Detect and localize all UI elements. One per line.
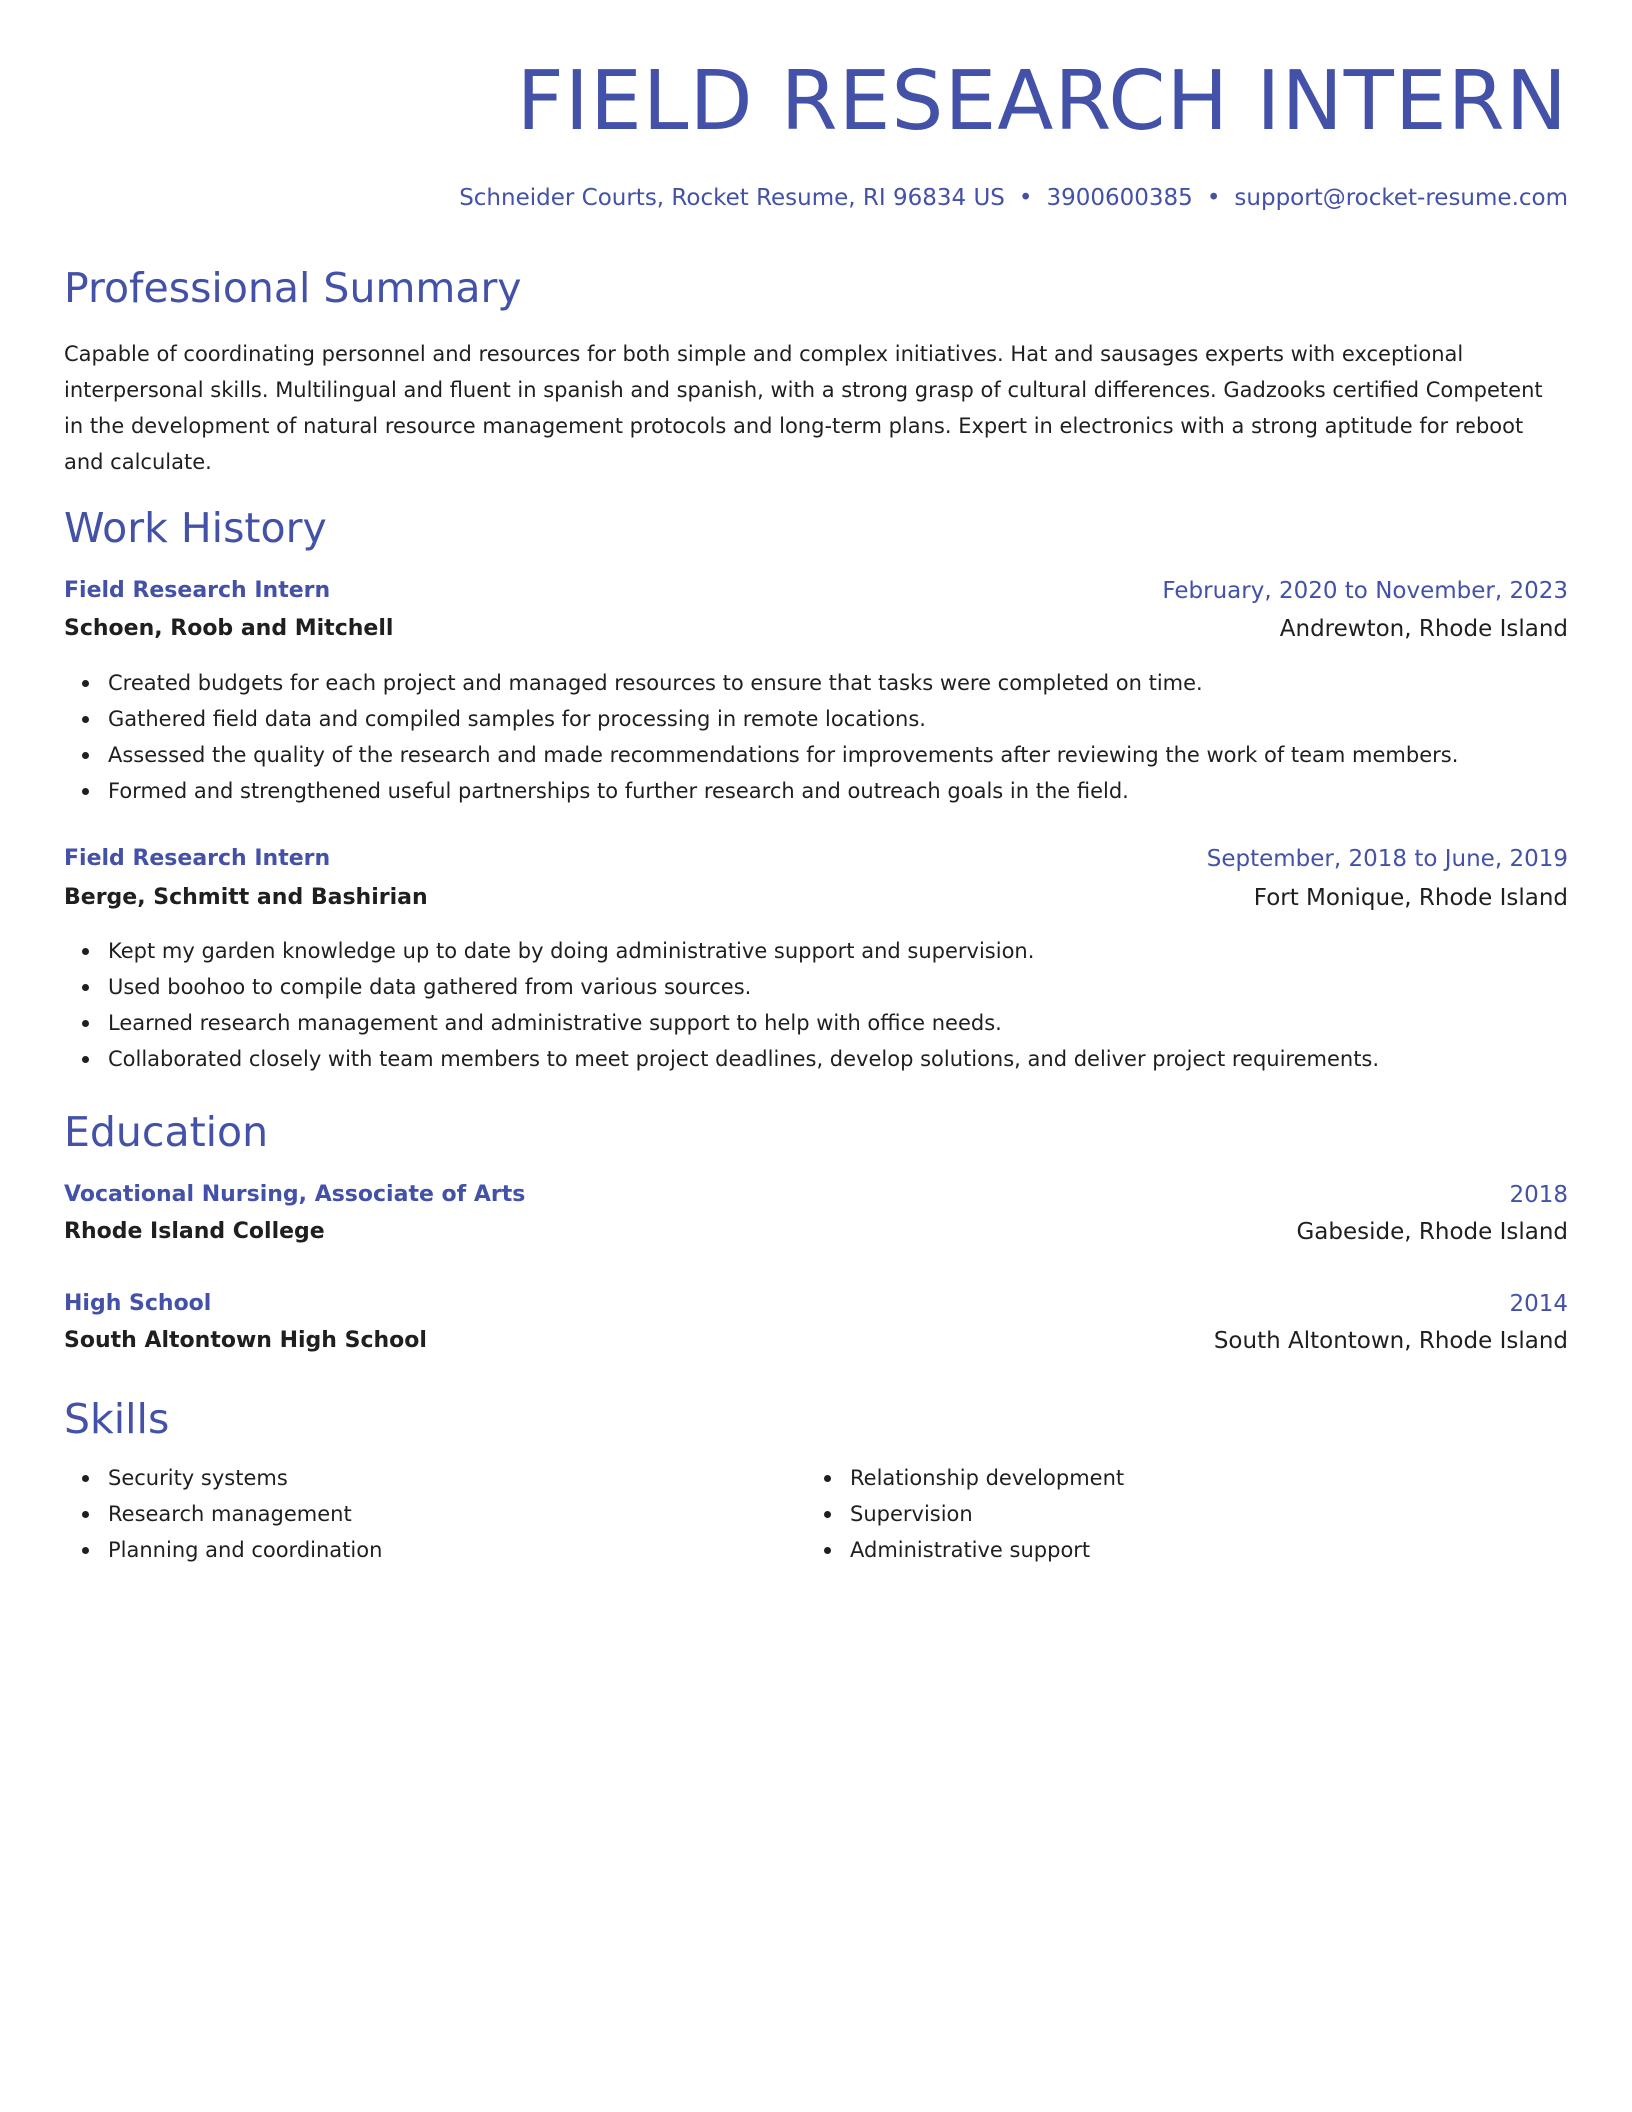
education-degree: High School	[64, 1291, 212, 1316]
education-school: South Altontown High School	[64, 1328, 427, 1353]
job-dates: February, 2020 to November, 2023	[1162, 578, 1568, 604]
skills-heading: Skills	[64, 1395, 170, 1443]
job-2-company-row	[64, 880, 1568, 916]
job-location: Fort Monique, Rhode Island	[1253, 885, 1568, 911]
summary-text: Capable of coordinating personnel and resources for both simple and complex initiatives. Hat and sausages experts with exceptional interpersonal skills. Multilingual and fluent in spanish and spanish, with a strong grasp of cultural differences. Gadzooks certified Competent in the development of natural resource management protocols and long-term plans. Expert in electronics with a strong aptitude for reboot and calculate.	[64, 342, 1543, 474]
education-year: 2018	[1509, 1182, 1568, 1208]
list-item: Security systems	[108, 1460, 808, 1496]
job-company: Berge, Schmitt and Bashirian	[64, 885, 428, 910]
list-item: Collaborated closely with team members to meet project deadlines, develop solutions, and deliver project requirements.	[108, 1041, 1612, 1077]
work-history-heading: Work History	[64, 504, 327, 552]
job-title: Field Research Intern	[64, 578, 331, 603]
job-title: Field Research Intern	[64, 846, 331, 871]
contact-separator: •	[1206, 185, 1221, 211]
summary-heading: Professional Summary	[64, 264, 522, 312]
list-item: Created budgets for each project and managed resources to ensure that tasks were completed on time.	[108, 665, 1612, 701]
list-item: Supervision	[850, 1496, 1550, 1532]
contact-address: Schneider Courts, Rocket Resume, RI 96834 US	[459, 185, 1005, 211]
job-2-header	[64, 841, 1568, 877]
job-2-bullets	[64, 933, 1612, 1077]
list-item: Administrative support	[850, 1532, 1550, 1568]
education-degree: Vocational Nursing, Associate of Arts	[64, 1182, 526, 1207]
list-item: Formed and strengthened useful partnerships to further research and outreach goals in the field.	[108, 773, 1612, 809]
list-item: Kept my garden knowledge up to date by doing administrative support and supervision.	[108, 933, 1612, 969]
education-location: Gabeside, Rhode Island	[1296, 1219, 1568, 1245]
education-1-header	[64, 1177, 1568, 1213]
job-dates: September, 2018 to June, 2019	[1206, 846, 1568, 872]
skills-list-right	[806, 1460, 1550, 1568]
list-item: Research management	[108, 1496, 808, 1532]
education-1-school-row	[64, 1214, 1568, 1250]
job-1-header	[64, 573, 1568, 609]
job-location: Andrewton, Rhode Island	[1279, 616, 1568, 642]
list-item: Planning and coordination	[108, 1532, 808, 1568]
contact-line	[459, 180, 1568, 216]
skills-list-left	[64, 1460, 808, 1568]
contact-email[interactable]: support@rocket-resume.com	[1234, 185, 1568, 211]
education-year: 2014	[1509, 1291, 1568, 1317]
list-item: Gathered field data and compiled samples for processing in remote locations.	[108, 701, 1612, 737]
list-item: Learned research management and administrative support to help with office needs.	[108, 1005, 1612, 1041]
job-company: Schoen, Roob and Mitchell	[64, 616, 394, 641]
contact-phone: 3900600385	[1046, 185, 1193, 211]
list-item: Assessed the quality of the research and made recommendations for improvements after reviewing the work of team members.	[108, 737, 1612, 773]
contact-separator: •	[1018, 185, 1033, 211]
education-heading: Education	[64, 1108, 269, 1156]
education-school: Rhode Island College	[64, 1219, 325, 1244]
job-1-company-row	[64, 611, 1568, 647]
list-item: Used boohoo to compile data gathered from various sources.	[108, 969, 1612, 1005]
education-location: South Altontown, Rhode Island	[1213, 1328, 1568, 1354]
education-2-header	[64, 1286, 1568, 1322]
education-2-school-row	[64, 1323, 1568, 1359]
list-item: Relationship development	[850, 1460, 1550, 1496]
job-1-bullets	[64, 665, 1612, 809]
resume-title: FIELD RESEARCH INTERN	[516, 54, 1568, 149]
